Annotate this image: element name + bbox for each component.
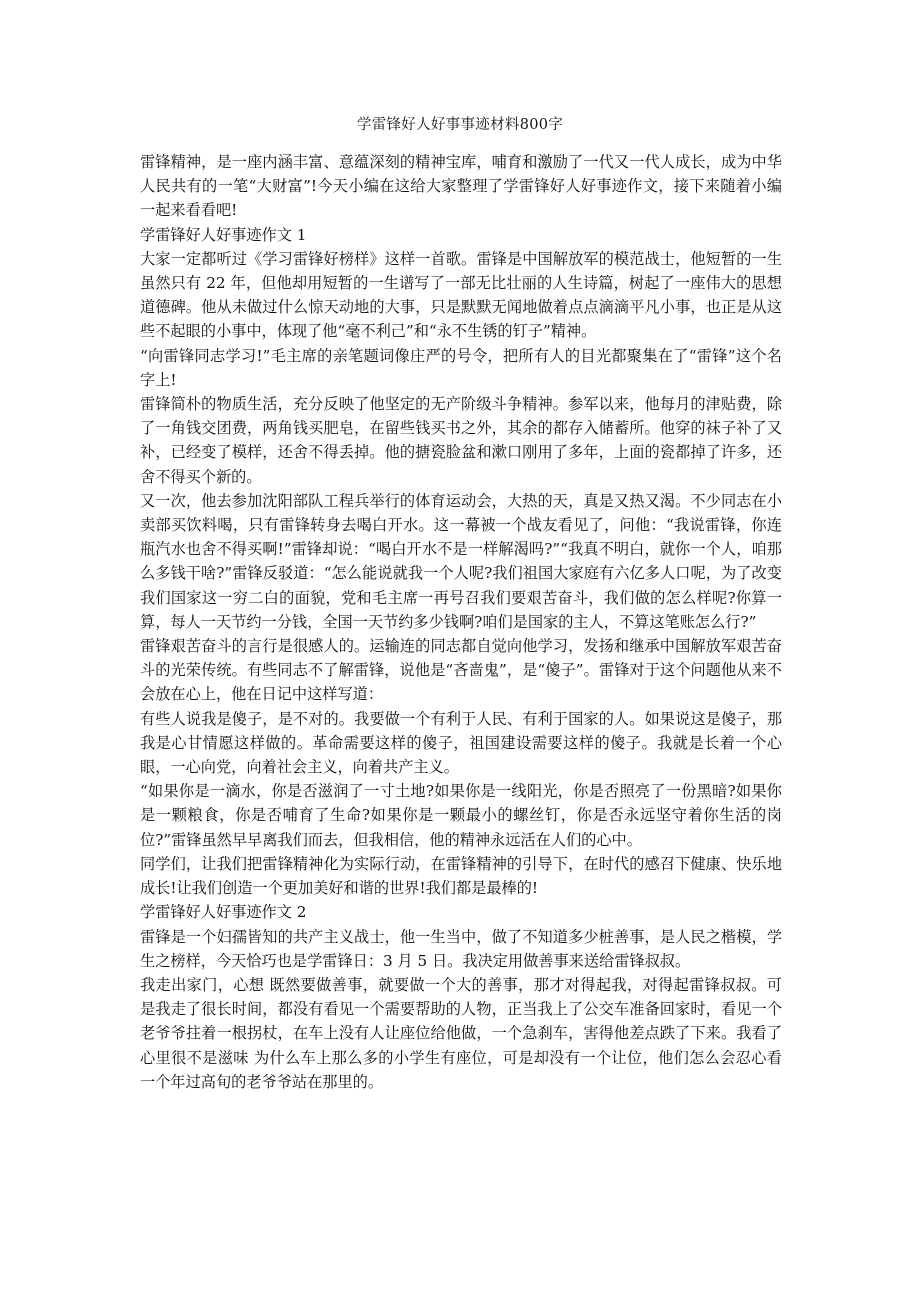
paragraph: 又一次，他去参加沈阳部队工程兵举行的体育运动会，大热的天，真是又热又渴。不少同志在小卖部买饮料喝，只有雷锋转身去喝白开水。这一幕被一个战友看见了，问他：“我说雷锋，你连瓶汽水也舍不得买啊!”雷锋却说：“喝白开水不是一样解渴吗?”“我真不明白，就你一个人，咱那么多钱干啥?”雷锋反驳道：“怎么能说就我一个人呢?我们祖国大家庭有六亿多人口呢，为了改变我们国家这一穷二白的面貌，党和毛主席一再号召我们要艰苦奋斗，我们做的怎么样呢?你算一算，每人一天节约一分钱，全国一天节约多少钱啊?咱们是国家的主人，不算这笔账怎么行?”	[140, 491, 782, 631]
section-heading-2: 学雷锋好人好事迹作文 2	[140, 903, 307, 922]
paragraph-intro: 雷锋精神，是一座内涵丰富、意蕴深刻的精神宝库，哺育和激励了一代又一代人成长，成为中华人民共有的一笔“大财富”!今天小编在这给大家整理了学雷锋好人好事迹作文，接下来随着小编一起来看看吧!	[140, 153, 782, 220]
paragraph: “如果你是一滴水，你是否滋润了一寸土地?如果你是一线阳光，你是否照亮了一份黑暗?如果你是一颗粮食，你是否哺育了生命?如果你是一颗最小的螺丝钉，你是否永远坚守着你生活的岗位?”雷锋虽然早早离我们而去，但我相信，他的精神永远活在人们的心中。	[140, 782, 782, 849]
section-heading-1: 学雷锋好人好事迹作文 1	[140, 225, 307, 244]
paragraph: 雷锋简朴的物质生活，充分反映了他坚定的无产阶级斗争精神。参军以来，他每月的津贴费，除了一角钱交团费，两角钱买肥皂，在留些钱买书之外，其余的都存入储蓄所。他穿的袜子补了又补，已经变了模样，还舍不得丢掉。他的搪瓷脸盆和漱口刚用了多年，上面的瓷都掉了许多，还舍不得买个新的。	[140, 395, 782, 486]
paragraph: “向雷锋同志学习!”毛主席的亲笔题词像庄严的号令，把所有人的目光都聚集在了“雷锋”这个名字上!	[140, 346, 782, 389]
document-body	[140, 150, 782, 1094]
paragraph: 同学们，让我们把雷锋精神化为实际行动，在雷锋精神的引导下，在时代的感召下健康、快乐地成长!让我们创造一个更加美好和谐的世界!我们都是最棒的!	[140, 854, 782, 898]
paragraph: 雷锋是一个妇孺皆知的共产主义战士，他一生当中，做了不知道多少桩善事，是人民之楷模，学生之榜样，今天恰巧也是学雷锋日：3 月 5 日。我决定用做善事来送给雷锋叔叔。	[140, 927, 782, 970]
paragraph: 雷锋艰苦奋斗的言行是很感人的。运输连的同志都自觉向他学习，发扬和继承中国解放军艰苦奋斗的光荣传统。有些同志不了解雷锋，说他是“吝啬鬼”，是“傻子”。雷锋对于这个问题他从来不会放在心上，他在日记中这样写道：	[140, 637, 782, 704]
paragraph: 大家一定都听过《学习雷锋好榜样》这样一首歌。雷锋是中国解放军的模范战士，他短暂的一生虽然只有 22 年，但他却用短暂的一生谱写了一部无比壮丽的人生诗篇，树起了一座伟大的思想道德碑。他从未做过什么惊天动地的大事，只是默默无闻地做着点点滴滴平凡小事，也正是从这些不起眼的小事中，体现了他“毫不利己”和“永不生锈的钉子”精神。	[140, 249, 782, 341]
paragraph: 我走出家门，心想 既然要做善事，就要做一个大的善事，那才对得起我，对得起雷锋叔叔。可是我走了很长时间，都没有看见一个需要帮助的人物，正当我上了公交车准备回家时，看见一个老爷爷拄着一根拐杖，在车上没有人让座位给他做，一个急刹车，害得他差点跌了下来。我看了心里很不是滋味 为什么车上那么多的小学生有座位，可是却没有一个让位，他们怎么会忍心看一个年过高旬的老爷爷站在那里的。	[140, 975, 782, 1091]
paragraph: 有些人说我是傻子，是不对的。我要做一个有利于人民、有利于国家的人。如果说这是傻子，那我是心甘情愿这样做的。革命需要这样的傻子，祖国建设需要这样的傻子。我就是长着一个心眼，一心向党，向着社会主义，向着共产主义。	[140, 709, 782, 777]
document-title: 学雷锋好人好事事迹材料800字	[356, 117, 564, 133]
